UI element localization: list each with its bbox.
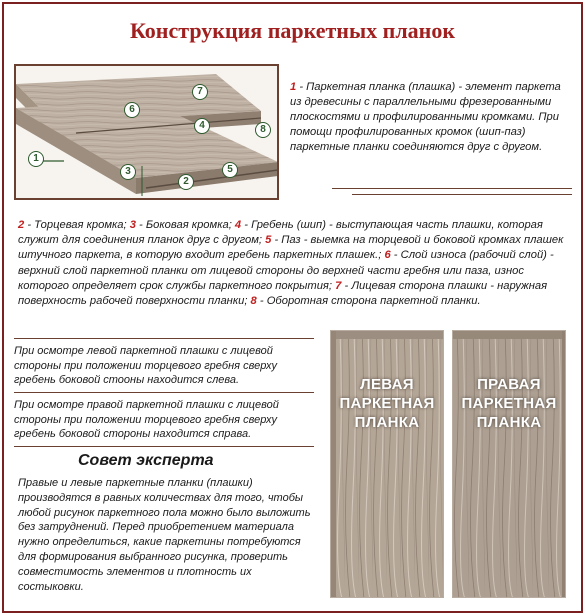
definition-number: 1 <box>290 81 297 93</box>
definition-text: - Паркетная планка (плашка) - элемент паркета из древесины с параллельными фрезерованными плоскостями и профилированными кромками. При помощи профилированных кромок (шип-паз) паркетные планки соединяются друг с другом. <box>290 81 561 153</box>
legend-text: - Лицевая сторона плашки - наружная поверхность рабочей поверхности планки; <box>18 279 548 308</box>
legend-number: 2 <box>18 219 25 231</box>
right-plank-photo <box>452 330 566 598</box>
marker-6: 6 <box>124 102 140 118</box>
note-divider-1 <box>14 338 314 339</box>
left-plank-photo <box>330 330 444 598</box>
left-plank-label: ЛЕВАЯ ПАРКЕТНАЯ ПЛАНКА <box>339 376 435 431</box>
note-left-plank: При осмотре левой паркетной плашки с лицевой стороны при положении торцевого гребня сверху гребень боковой стооны находится слева. <box>14 345 277 386</box>
divider-top-2 <box>352 194 572 195</box>
legend-number: 5 <box>265 234 272 247</box>
right-plank-label: ПРАВАЯ ПАРКЕТНАЯ ПЛАНКА <box>461 376 557 431</box>
marker-4: 4 <box>194 118 210 134</box>
note-divider-2 <box>14 392 314 393</box>
legend-number: 6 <box>384 249 391 262</box>
legend-number: 3 <box>129 219 136 231</box>
expert-text: Правые и левые паркетные планки (плашки) производятся в равных количествах для того, чтобы любой рисунок паркетного пола можно было выложить без затруднений. Перед приобретением материала нужно определиться, какие паркетины потребуются для формирования выбранного рисунка, проверить совместимость элементов и плотность их состыковки. <box>18 477 311 593</box>
legend-text: - Оборотная сторона паркетной планки. <box>256 295 481 308</box>
note-divider-3 <box>14 446 314 447</box>
legend-text: - Слой износа (рабочий слой) - верхний слой паркетной планки от лицевой стороны до верхней части гребня или паза, износ которого определяет срок службы паркетного покрытия; <box>18 249 554 292</box>
legend-number: 8 <box>250 295 257 308</box>
legend-text: - Торцевая кромка; <box>24 219 130 231</box>
plank-diagram-illustration <box>16 66 279 200</box>
legend-number: 7 <box>335 279 342 292</box>
page-title: Конструкция паркетных планок <box>129 18 456 43</box>
plank-diagram-photo <box>14 64 279 200</box>
marker-7: 7 <box>192 84 208 100</box>
left-plank-wood <box>331 331 444 598</box>
plank-comparison <box>330 330 574 600</box>
legend-paragraph <box>18 218 573 309</box>
marker-2: 2 <box>178 174 194 190</box>
marker-1: 1 <box>28 151 44 167</box>
plank-definition <box>290 80 575 155</box>
note-right-plank: При осмотре правой паркетной плашки с лицевой стороны при положении торцевого гребня сверху гребень боковой стороны находится справа. <box>14 399 279 440</box>
marker-5: 5 <box>222 162 238 178</box>
expert-title: Совет эксперта <box>78 452 214 469</box>
legend-number: 4 <box>234 219 242 231</box>
divider-top-1 <box>332 188 572 189</box>
legend-text: - Паз - выемка на торцевой и боковой кромках плашек штучного паркета, в которую входит гребень паркетных плашек.; <box>18 234 564 262</box>
legend-text: - Гребень (шип) - выступающая часть плашки, которая служит для соединения планок друг с другом; <box>18 219 543 247</box>
marker-3: 3 <box>120 164 136 180</box>
legend-text: - Боковая кромка; <box>135 219 235 231</box>
marker-8: 8 <box>255 122 271 138</box>
right-plank-wood <box>453 331 566 598</box>
